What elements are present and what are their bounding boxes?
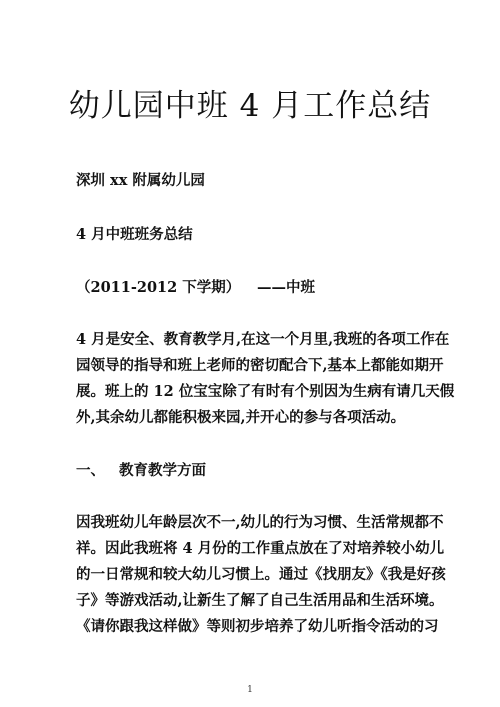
section-title: 教育教学方面 — [119, 462, 206, 479]
teaching-paragraph — [76, 510, 446, 640]
paragraph-line: 祥。因此我班将 4 月份的工作重点放在了对培养较小幼儿 — [76, 540, 445, 557]
organization-name: 深圳 xx 附属幼儿园 — [76, 172, 205, 189]
intro-paragraph — [76, 327, 455, 431]
document-subtitle: 4 月中班班务总结 — [76, 226, 193, 243]
section-number: 一、 — [76, 462, 105, 479]
paragraph-line: 的一日常规和较大幼儿习惯上。通过《找朋友》《我是好孩 — [76, 566, 446, 583]
section-heading — [76, 462, 206, 480]
paragraph-line: 4 月是安全、教育教学月,在这一个月里,我班的各项工作在 — [76, 331, 450, 348]
term-label: （2011-2012 下学期） — [76, 279, 241, 296]
paragraph-line: 子》等游戏活动,让新生了解了自己生活用品和生活环境。 — [76, 592, 444, 609]
page-number: 1 — [247, 685, 253, 695]
paragraph-line: 因我班幼儿年龄层次不一,幼儿的行为习惯、生活常规都不 — [76, 514, 444, 531]
paragraph-line: 展。班上的 12 位宝宝除了有时有个别因为生病有请几天假 — [76, 383, 455, 400]
term-line — [76, 279, 315, 297]
class-label: ——中班 — [257, 279, 315, 296]
paragraph-line: 《请你跟我这样做》等则初步培养了幼儿听指令活动的习 — [76, 618, 439, 635]
document-title: 幼儿园中班 4 月工作总结 — [68, 88, 432, 124]
paragraph-line: 外,其余幼儿都能积极来园,并开心的参与各项活动。 — [76, 409, 406, 426]
paragraph-line: 园领导的指导和班上老师的密切配合下,基本上都能如期开 — [76, 357, 444, 374]
